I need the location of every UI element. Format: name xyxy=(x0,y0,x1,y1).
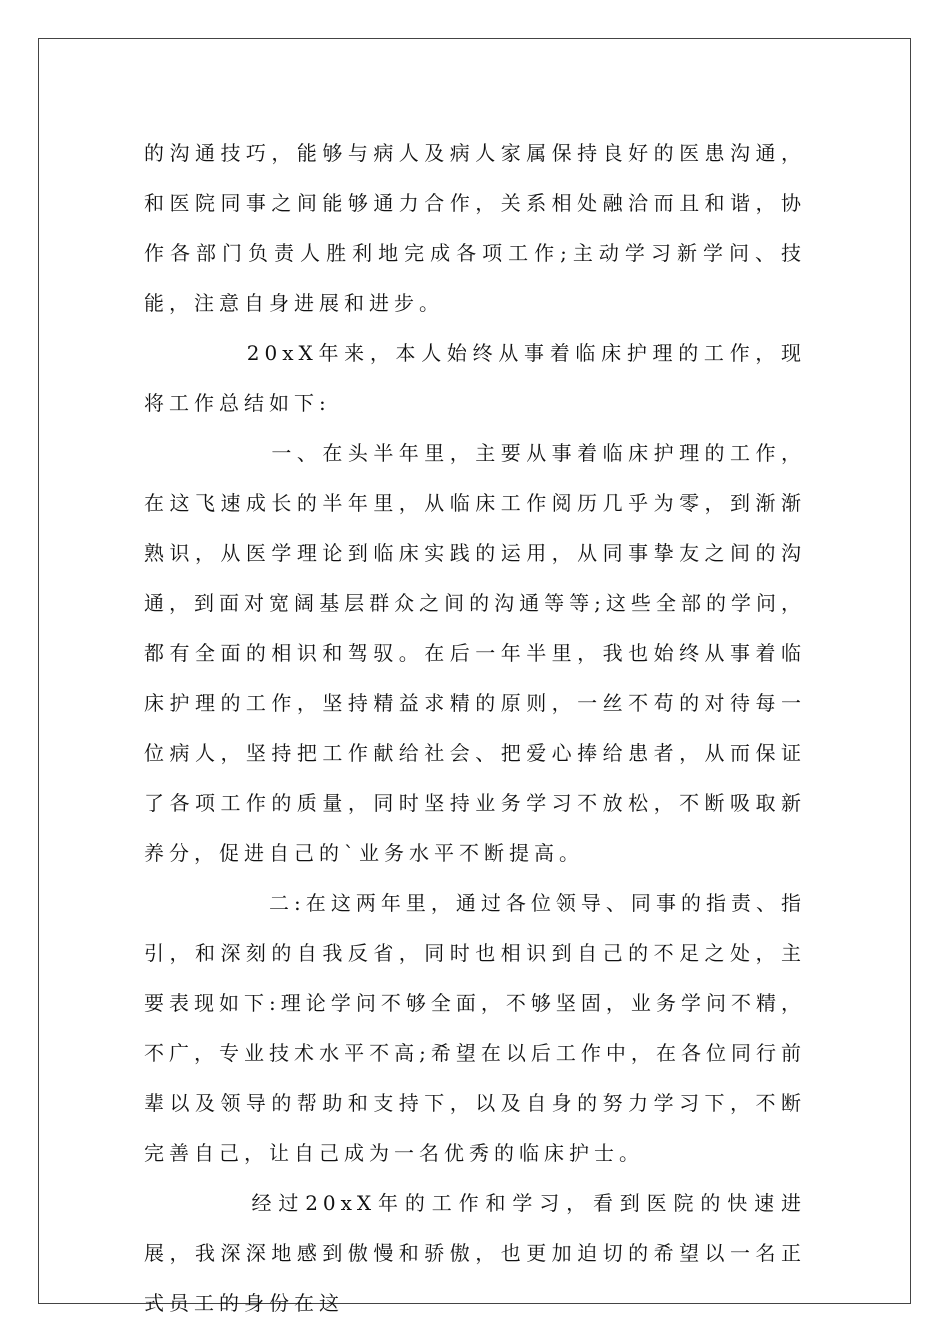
document-body xyxy=(144,128,806,1328)
paragraph-1: 的沟通技巧，能够与病人及病人家属保持良好的医患沟通，和医院同事之间能够通力合作，关系相处融洽而且和谐，协作各部门负责人胜利地完成各项工作;主动学习新学问、技能，注意自身进展和进步。 xyxy=(144,141,806,315)
paragraph-4: 二:在这两年里，通过各位领导、同事的指责、指引，和深刻的自我反省，同时也相识到自己的不足之处，主要表现如下:理论学问不够全面，不够坚固，业务学问不精，不广，专业技术水平不高;希望在以后工作中，在各位同行前辈以及领导的帮助和支持下，以及自身的努力学习下，不断完善自己，让自己成为一名优秀的临床护士。 xyxy=(144,891,806,1165)
paragraph-2: 20xX年来，本人始终从事着临床护理的工作，现将工作总结如下: xyxy=(144,341,806,415)
paragraph-3: 一、在头半年里，主要从事着临床护理的工作，在这飞速成长的半年里，从临床工作阅历几乎为零，到渐渐熟识，从医学理论到临床实践的运用，从同事挚友之间的沟通，到面对宽阔基层群众之间的沟通等等;这些全部的学问，都有全面的相识和驾驭。在后一年半里，我也始终从事着临床护理的工作，坚持精益求精的原则，一丝不苟的对待每一位病人，坚持把工作献给社会、把爱心捧给患者，从而保证了各项工作的质量，同时坚持业务学习不放松，不断吸取新养分，促进自己的`业务水平不断提高。 xyxy=(144,441,806,865)
paragraph-5: 经过20xX年的工作和学习，看到医院的快速进展，我深深地感到傲慢和骄傲，也更加迫切的希望以一名正式员工的身份在这 xyxy=(144,1191,806,1315)
